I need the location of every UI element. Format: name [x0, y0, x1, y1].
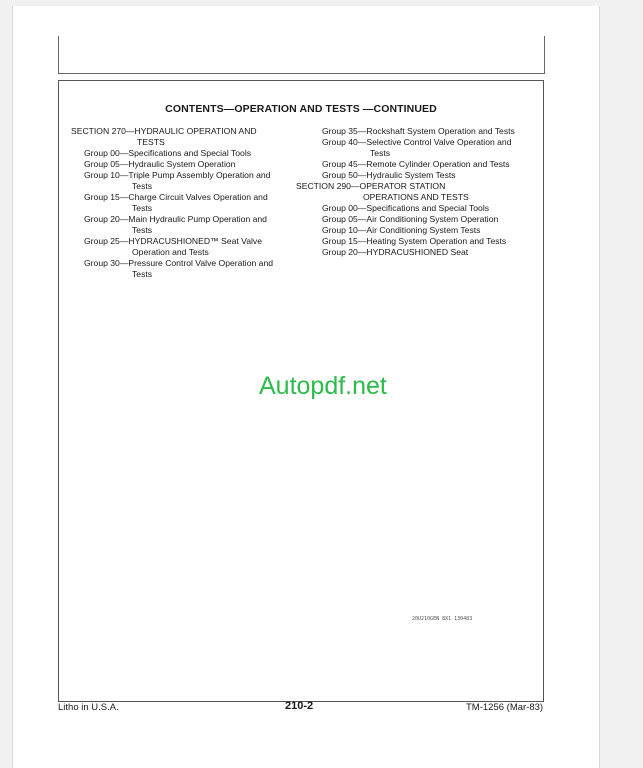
footer-litho: Litho in U.S.A. — [58, 702, 119, 713]
toc-entry — [71, 258, 301, 280]
toc-entry — [309, 247, 541, 258]
toc-entry — [309, 225, 541, 236]
contents-heading: CONTENTS—OPERATION AND TESTS —CONTINUED — [165, 103, 437, 115]
toc-entry — [309, 159, 541, 170]
section-290-line2: OPERATIONS AND TESTS — [363, 192, 469, 202]
toc-entry-line2: Tests — [132, 181, 153, 191]
toc-entry-line2: Tests — [132, 203, 153, 213]
right-column — [296, 126, 541, 258]
section-290 — [296, 181, 541, 203]
toc-entry — [71, 192, 301, 214]
toc-entry-line1: Group 20—Main Hydraulic Pump Operation and — [84, 214, 267, 224]
toc-entry — [71, 236, 301, 258]
toc-entry — [309, 126, 541, 137]
document-page — [12, 6, 600, 768]
toc-entry-line1: Group 20—HYDRACUSHIONED Seat — [322, 247, 469, 257]
toc-entry-line1: Group 45—Remote Cylinder Operation and Tests — [322, 159, 510, 169]
toc-entry-line1: Group 00—Specifications and Special Tools — [322, 203, 490, 213]
toc-entry-line1: Group 40—Selective Control Valve Operation and — [322, 137, 512, 147]
toc-entry-line1: Group 15—Charge Circuit Valves Operation and — [84, 192, 268, 202]
toc-entry-line1: Group 25—HYDRACUSHIONED™ Seat Valve — [84, 236, 262, 246]
toc-entry — [309, 137, 541, 159]
toc-entry-line1: Group 05—Air Conditioning System Operation — [322, 214, 499, 224]
toc-entry-line1: Group 00—Specifications and Special Tools — [84, 148, 252, 158]
toc-entry-line2: Tests — [132, 269, 153, 279]
section-290-line1: SECTION 290—OPERATOR STATION — [296, 181, 446, 191]
toc-entry — [71, 159, 301, 170]
toc-entry-line1: Group 35—Rockshaft System Operation and Tests — [322, 126, 515, 136]
footer-tm-number: TM-1256 (Mar-83) — [466, 702, 544, 713]
toc-entry — [309, 170, 541, 181]
toc-entry-line1: Group 15—Heating System Operation and Tests — [322, 236, 507, 246]
toc-entry — [71, 148, 301, 159]
section-270 — [71, 126, 301, 148]
section-270-line2: TESTS — [137, 137, 165, 147]
toc-entry-line1: Group 30—Pressure Control Valve Operation and — [84, 258, 274, 268]
toc-entry-line2: Tests — [132, 225, 153, 235]
toc-entry-line1: Group 10—Air Conditioning System Tests — [322, 225, 481, 235]
page-number: 210-2 — [285, 700, 314, 712]
toc-entry — [309, 214, 541, 225]
toc-entry-line2: Operation and Tests — [132, 247, 209, 257]
toc-entry-line2: Tests — [370, 148, 391, 158]
toc-entry — [309, 236, 541, 247]
document-code: 20U210GEN 8X1 130483 — [412, 616, 473, 622]
top-frame — [58, 36, 545, 74]
left-column — [71, 126, 301, 280]
toc-entry-line1: Group 10—Triple Pump Assembly Operation and — [84, 170, 271, 180]
toc-entry-line1: Group 50—Hydraulic System Tests — [322, 170, 456, 180]
toc-entry-line1: Group 05—Hydraulic System Operation — [84, 159, 236, 169]
toc-entry — [71, 170, 301, 192]
watermark-text: Autopdf.net — [259, 372, 387, 400]
toc-entry — [309, 203, 541, 214]
section-270-line1: SECTION 270—HYDRAULIC OPERATION AND — [71, 126, 257, 136]
toc-entry — [71, 214, 301, 236]
